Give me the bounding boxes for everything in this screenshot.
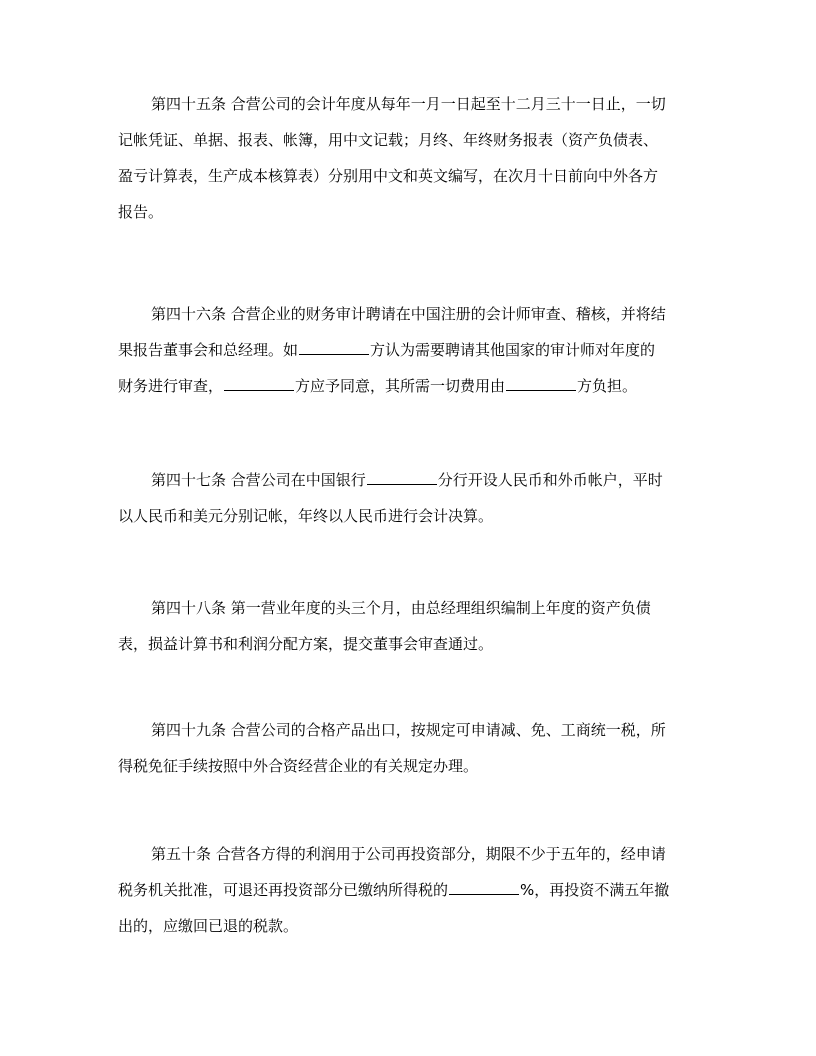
fill-in-blank <box>224 375 294 391</box>
text-line <box>118 368 700 404</box>
text-segment: 税务机关批准，可退还再投资部分已缴纳所得税的 <box>118 881 449 899</box>
article-49 <box>118 712 700 784</box>
text-line: 第四十九条 合营公司的合格产品出口，按规定可申请减、免、工商统一税，所 <box>151 721 666 739</box>
text-segment: 第四十七条 合营公司在中国银行 <box>151 471 366 489</box>
text-segment: 方认为需要聘请其他国家的审计师对年度的 <box>370 341 656 359</box>
text-line <box>118 462 700 498</box>
text-segment: 方负担。 <box>577 377 638 395</box>
text-segment: 方应予同意，其所需一切费用由 <box>295 377 506 395</box>
text-line: 第四十五条 合营公司的会计年度从每年一月一日起至十二月三十一日止，一切 <box>151 95 666 113</box>
fill-in-blank <box>299 339 369 355</box>
article-48 <box>118 590 700 662</box>
article-46 <box>118 296 700 404</box>
text-line <box>118 332 700 368</box>
text-segment: 果报告董事会和总经理。如 <box>118 341 299 359</box>
text-line: 表，损益计算书和利润分配方案，提交董事会审查通过。 <box>118 635 494 653</box>
text-segment: %，再投资不满五年撤 <box>520 881 670 899</box>
text-line: 第四十六条 合营企业的财务审计聘请在中国注册的会计师审查、稽核，并将结 <box>151 305 666 323</box>
article-47 <box>118 462 700 534</box>
article-50 <box>118 836 700 944</box>
text-line: 以人民币和美元分别记帐，年终以人民币进行会计决算。 <box>118 507 494 525</box>
fill-in-blank <box>506 375 576 391</box>
text-line: 第四十八条 第一营业年度的头三个月，由总经理组织编制上年度的资产负债 <box>151 599 651 617</box>
text-line: 记帐凭证、单据、报表、帐簿，用中文记载；月终、年终财务报表（资产负债表、 <box>118 131 659 149</box>
text-segment: 分行开设人民币和外币帐户，平时 <box>437 471 663 489</box>
text-line: 报告。 <box>118 203 164 221</box>
text-line: 第五十条 合营各方得的利润用于公司再投资部分，期限不少于五年的，经申请 <box>151 845 666 863</box>
fill-in-blank <box>449 879 519 895</box>
text-line: 得税免征手续按照中外合资经营企业的有关规定办理。 <box>118 757 479 775</box>
article-45 <box>118 86 700 230</box>
text-segment: 财务进行审查， <box>118 377 224 395</box>
text-line: 盈亏计算表，生产成本核算表）分别用中文和英文编写，在次月十日前向中外各方 <box>118 167 659 185</box>
text-line: 出的，应缴回已退的税款。 <box>118 917 299 935</box>
fill-in-blank <box>367 469 437 485</box>
text-line <box>118 872 700 908</box>
